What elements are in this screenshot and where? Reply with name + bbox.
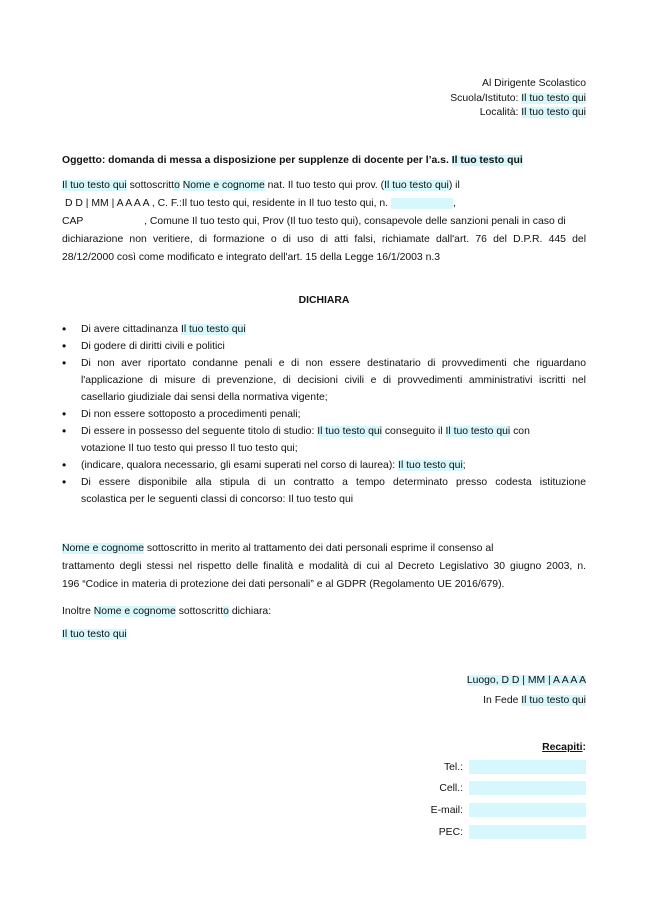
- subject-line: [62, 152, 586, 170]
- dichiara-heading: DICHIARA: [298, 295, 350, 306]
- contacts-heading: [542, 741, 586, 756]
- recipient-block: [450, 77, 586, 121]
- further-gender-suffix-field[interactable]: o: [223, 606, 229, 617]
- born-on-text: ) il: [448, 180, 460, 191]
- comma: ,: [452, 198, 456, 209]
- contact-row-cell: [439, 781, 586, 797]
- intro-line-3: [62, 213, 586, 231]
- birth-province-field[interactable]: Il tuo testo qui: [384, 180, 449, 191]
- citizenship-field[interactable]: Il tuo testo qui: [180, 324, 246, 335]
- further-name-field[interactable]: Nome e cognome: [93, 606, 176, 617]
- declaration-list: [62, 321, 586, 508]
- school-year-field[interactable]: Il tuo testo qui: [451, 155, 523, 166]
- intro-line-4: dichiarazione non veritiere, di formazione o di uso di atti falsi, richiamate dall'art. 76 del D.P.R. 445 del: [62, 234, 586, 245]
- privacy-paragraph: [62, 540, 586, 594]
- cap-label: CAP: [62, 216, 84, 227]
- privacy-line-1: Nome e cognome sottoscritto in merito al trattamento dei dati personali esprime il consenso al: [62, 543, 494, 554]
- title-field[interactable]: Il tuo testo qui: [62, 180, 127, 191]
- list-item: • Di non essere sottoposto a procedimenti penali;: [62, 406, 586, 423]
- privacy-line-2: trattamento degli stessi nel rispetto delle finalità e modalità di cui al Decreto Legislativo 30 giugno 2003, n.: [62, 561, 586, 572]
- privacy-name-field[interactable]: Nome e cognome: [62, 543, 145, 554]
- degree-field[interactable]: Il tuo testo qui: [317, 426, 382, 437]
- intro-line-5: 28/12/2000 così come modificato e integrato dell'art. 15 della Legge 16/1/2003 n.3: [62, 252, 441, 263]
- list-item: • Di essere disponibile alla stipula di un contratto a tempo determinato presso codesta istituzione scolastica per le seguenti classi di concorso: Il tuo testo qui: [62, 474, 586, 508]
- gender-suffix-field[interactable]: o: [174, 180, 180, 191]
- list-item: • Di essere in possesso del seguente titolo di studio: Il tuo testo qui conseguito il Il tuo testo qui con votazione Il tuo testo qui presso Il tuo testo qui;: [62, 423, 586, 457]
- privacy-line-3: 196 “Codice in materia di protezione dei dati personali” e al GDPR (Regolamento UE 2016/679).: [62, 579, 505, 590]
- signature-line: [483, 694, 586, 709]
- tel-field[interactable]: [469, 760, 586, 774]
- school-label: Scuola/Istituto:: [450, 92, 519, 104]
- subject-text: Oggetto: domanda di messa a disposizione per supplenze di docente per l’a.s.: [62, 155, 449, 166]
- contacts-colon: :: [582, 742, 586, 753]
- school-field[interactable]: Il tuo testo qui: [521, 92, 586, 104]
- school-line: [450, 92, 586, 107]
- place-date-line: [467, 674, 586, 689]
- list-item: • Di godere di diritti civili e politici: [62, 338, 586, 355]
- born-at-text: nat. Il tuo testo qui prov. (: [267, 180, 385, 191]
- contact-row-tel: [444, 760, 586, 776]
- house-number-field[interactable]: [391, 198, 453, 209]
- intro-line-2: [62, 195, 586, 213]
- name-field[interactable]: Nome e cognome: [182, 180, 265, 191]
- email-field[interactable]: [469, 803, 586, 817]
- place-date-field[interactable]: Luogo, D D | MM | A A A A: [466, 675, 586, 686]
- contacts-title: Recapiti: [542, 742, 583, 753]
- signature-field[interactable]: Il tuo testo qui: [521, 695, 586, 706]
- recipient: Al Dirigente Scolastico: [482, 78, 586, 89]
- place-field[interactable]: Il tuo testo qui: [521, 107, 586, 118]
- degree-date-field[interactable]: Il tuo testo qui: [445, 426, 511, 437]
- intro-paragraph: [62, 177, 586, 267]
- date-line-text: D D | MM | A A A A , C. F.:Il tuo testo qui, residente in Il tuo testo qui, n.: [65, 198, 389, 209]
- further-declaration-field[interactable]: Il tuo testo qui: [62, 629, 127, 640]
- email-label: E-mail:: [430, 805, 463, 816]
- intro-line-3-text: , Comune Il tuo testo qui, Prov (Il tuo testo qui), consapevole delle sanzioni penali in caso di: [144, 216, 566, 227]
- place-label: Località:: [479, 107, 519, 118]
- list-item: • Di avere cittadinanza Il tuo testo qui: [62, 321, 586, 338]
- place-line: [450, 106, 586, 121]
- cell-field[interactable]: [469, 781, 586, 795]
- undersigned-text: sottoscritto: [129, 180, 180, 191]
- exams-field[interactable]: Il tuo testo qui: [398, 460, 463, 471]
- further-value-line: [62, 626, 586, 644]
- signature-label: In Fede: [483, 695, 519, 706]
- list-item: • Di non aver riportato condanne penali e di non essere destinatario di provvedimenti che riguardano l'applicazione di misure di prevenzione, di decisioni civili e di provvedimenti amministrativi iscritti nel casellario giudiziale dai sensi della normativa vigente;: [62, 355, 586, 406]
- intro-line-1: [62, 177, 586, 195]
- cap-field[interactable]: [86, 216, 144, 227]
- cell-label: Cell.:: [439, 783, 463, 794]
- tel-label: Tel.:: [443, 762, 463, 773]
- pec-field[interactable]: [469, 825, 586, 839]
- contact-row-pec: [439, 825, 586, 841]
- list-item: • (indicare, qualora necessario, gli esami superati nel corso di laurea): Il tuo testo qui;: [62, 457, 586, 474]
- further-line: Inoltre Nome e cognome sottoscritto dichiara:: [62, 606, 272, 617]
- contact-row-email: [431, 803, 586, 819]
- pec-label: PEC:: [438, 827, 463, 838]
